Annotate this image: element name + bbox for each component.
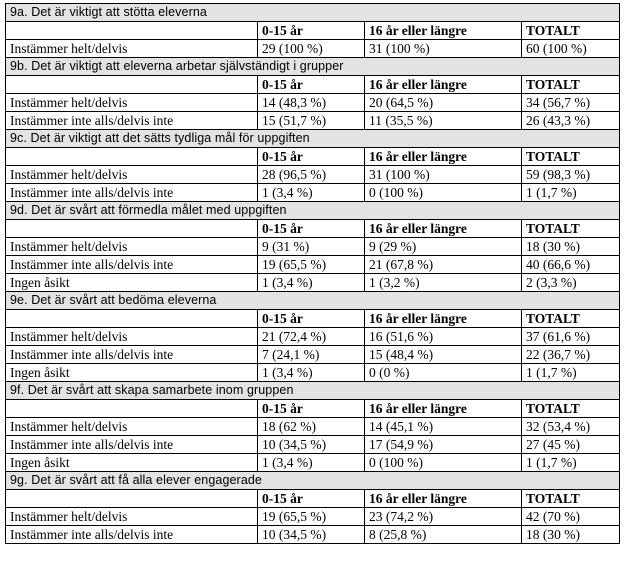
table-row [6,346,620,364]
column-header: 16 år eller längre [365,148,522,166]
value-cell: 10 (34,5 %) [258,436,365,454]
column-header: 0-15 år [258,490,365,508]
value-cell: 19 (65,5 %) [258,256,365,274]
column-header: 16 år eller längre [365,310,522,328]
column-header-row [6,310,620,328]
table-row [6,238,620,256]
table-row [6,256,620,274]
header-blank-cell [6,310,258,328]
value-cell: 19 (65,5 %) [258,508,365,526]
value-cell: 1 (1,7 %) [522,364,620,382]
table-row [6,436,620,454]
column-header: TOTALT [522,400,620,418]
column-header-row [6,220,620,238]
value-cell: 23 (74,2 %) [365,508,522,526]
table-row [6,166,620,184]
column-header: TOTALT [522,148,620,166]
value-cell: 14 (48,3 %) [258,94,365,112]
table-row [6,418,620,436]
header-blank-cell [6,490,258,508]
row-label: Instämmer inte alls/delvis inte [6,112,258,130]
table-row [6,94,620,112]
row-label: Instämmer helt/delvis [6,166,258,184]
column-header: 0-15 år [258,22,365,40]
section-title: 9f. Det är svårt att skapa samarbete inom gruppen [6,382,620,400]
value-cell: 40 (66,6 %) [522,256,620,274]
row-label: Instämmer helt/delvis [6,238,258,256]
section-title: 9c. Det är viktigt att det sätts tydliga mål för uppgiften [6,130,620,148]
header-blank-cell [6,400,258,418]
value-cell: 10 (34,5 %) [258,526,365,544]
column-header-row [6,400,620,418]
section-title: 9b. Det är viktigt att eleverna arbetar självständigt i grupper [6,58,620,76]
value-cell: 18 (30 %) [522,526,620,544]
value-cell: 27 (45 %) [522,436,620,454]
value-cell: 2 (3,3 %) [522,274,620,292]
row-label: Instämmer inte alls/delvis inte [6,184,258,202]
value-cell: 0 (100 %) [365,454,522,472]
column-header: 16 år eller längre [365,22,522,40]
row-label: Instämmer inte alls/delvis inte [6,256,258,274]
value-cell: 32 (53,4 %) [522,418,620,436]
table-row [6,40,620,58]
value-cell: 21 (72,4 %) [258,328,365,346]
row-label: Instämmer helt/delvis [6,418,258,436]
survey-table-body [6,4,620,544]
column-header-row [6,76,620,94]
value-cell: 9 (31 %) [258,238,365,256]
section-title-row [6,4,620,22]
column-header-row [6,148,620,166]
value-cell: 1 (3,2 %) [365,274,522,292]
value-cell: 7 (24,1 %) [258,346,365,364]
column-header-row [6,490,620,508]
column-header: 16 år eller längre [365,76,522,94]
value-cell: 42 (70 %) [522,508,620,526]
column-header-row [6,22,620,40]
row-label: Instämmer helt/delvis [6,508,258,526]
column-header: TOTALT [522,310,620,328]
table-row [6,274,620,292]
table-row [6,112,620,130]
table-row [6,184,620,202]
row-label: Ingen åsikt [6,454,258,472]
row-label: Instämmer helt/delvis [6,94,258,112]
row-label: Instämmer inte alls/delvis inte [6,526,258,544]
survey-table [5,3,620,544]
value-cell: 9 (29 %) [365,238,522,256]
section-title: 9d. Det är svårt att förmedla målet med uppgiften [6,202,620,220]
value-cell: 31 (100 %) [365,166,522,184]
column-header: TOTALT [522,22,620,40]
column-header: 0-15 år [258,148,365,166]
value-cell: 18 (62 %) [258,418,365,436]
column-header: 0-15 år [258,76,365,94]
value-cell: 0 (0 %) [365,364,522,382]
value-cell: 18 (30 %) [522,238,620,256]
column-header: 16 år eller längre [365,400,522,418]
row-label: Instämmer inte alls/delvis inte [6,346,258,364]
section-title-row [6,58,620,76]
column-header: TOTALT [522,220,620,238]
value-cell: 14 (45,1 %) [365,418,522,436]
row-label: Ingen åsikt [6,274,258,292]
value-cell: 34 (56,7 %) [522,94,620,112]
column-header: TOTALT [522,76,620,94]
value-cell: 15 (48,4 %) [365,346,522,364]
value-cell: 0 (100 %) [365,184,522,202]
section-title-row [6,382,620,400]
section-title-row [6,202,620,220]
value-cell: 1 (3,4 %) [258,364,365,382]
value-cell: 1 (3,4 %) [258,454,365,472]
value-cell: 20 (64,5 %) [365,94,522,112]
section-title-row [6,292,620,310]
row-label: Instämmer helt/delvis [6,328,258,346]
value-cell: 37 (61,6 %) [522,328,620,346]
header-blank-cell [6,76,258,94]
section-title-row [6,130,620,148]
value-cell: 29 (100 %) [258,40,365,58]
row-label: Instämmer helt/delvis [6,40,258,58]
value-cell: 15 (51,7 %) [258,112,365,130]
value-cell: 16 (51,6 %) [365,328,522,346]
value-cell: 11 (35,5 %) [365,112,522,130]
value-cell: 28 (96,5 %) [258,166,365,184]
section-title: 9a. Det är viktigt att stötta eleverna [6,4,620,22]
column-header: 0-15 år [258,400,365,418]
row-label: Ingen åsikt [6,364,258,382]
column-header: 0-15 år [258,310,365,328]
column-header: 0-15 år [258,220,365,238]
value-cell: 60 (100 %) [522,40,620,58]
header-blank-cell [6,220,258,238]
value-cell: 1 (3,4 %) [258,184,365,202]
value-cell: 8 (25,8 %) [365,526,522,544]
table-row [6,454,620,472]
section-title-row [6,472,620,490]
value-cell: 26 (43,3 %) [522,112,620,130]
header-blank-cell [6,148,258,166]
value-cell: 1 (1,7 %) [522,454,620,472]
value-cell: 21 (67,8 %) [365,256,522,274]
value-cell: 1 (3,4 %) [258,274,365,292]
header-blank-cell [6,22,258,40]
column-header: 16 år eller längre [365,220,522,238]
table-row [6,364,620,382]
table-row [6,328,620,346]
column-header: TOTALT [522,490,620,508]
column-header: 16 år eller längre [365,490,522,508]
table-row [6,526,620,544]
value-cell: 59 (98,3 %) [522,166,620,184]
value-cell: 31 (100 %) [365,40,522,58]
table-row [6,508,620,526]
value-cell: 1 (1,7 %) [522,184,620,202]
value-cell: 22 (36,7 %) [522,346,620,364]
value-cell: 17 (54,9 %) [365,436,522,454]
section-title: 9g. Det är svårt att få alla elever engagerade [6,472,620,490]
row-label: Instämmer inte alls/delvis inte [6,436,258,454]
section-title: 9e. Det är svårt att bedöma eleverna [6,292,620,310]
